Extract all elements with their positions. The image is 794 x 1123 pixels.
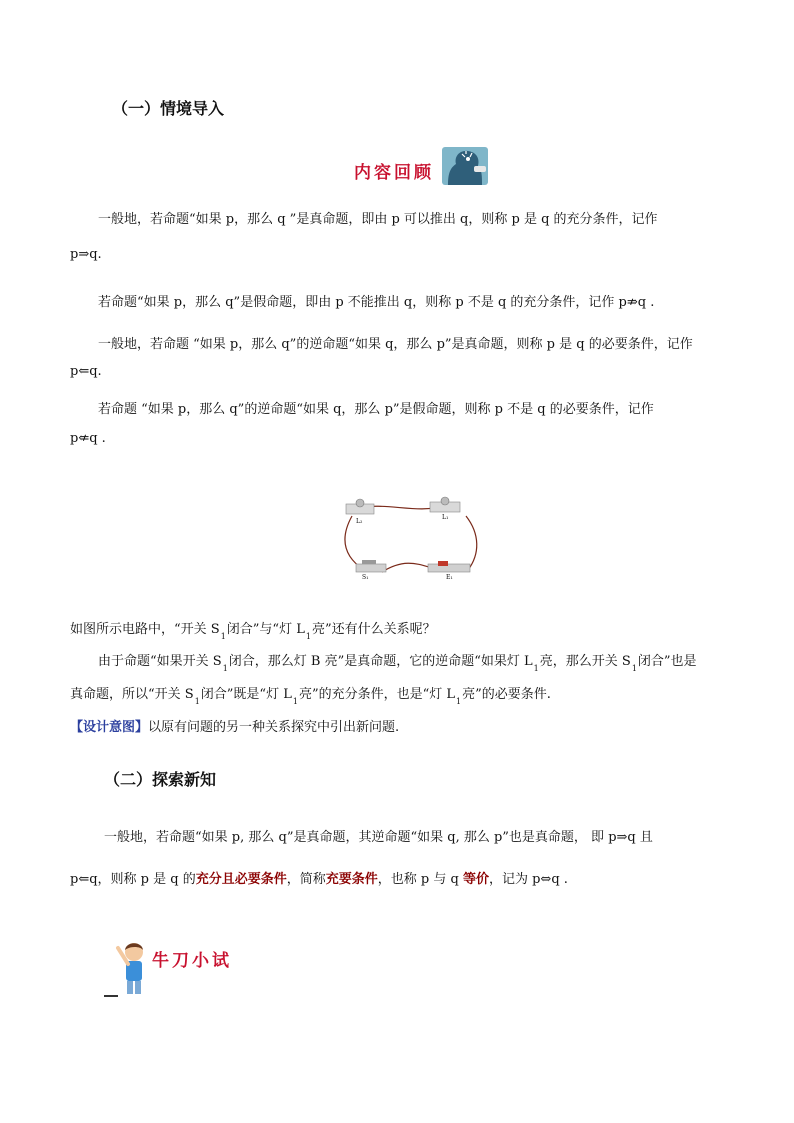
circuit-diagram <box>334 494 484 584</box>
head-thinking-icon <box>438 146 492 186</box>
circuit-answer-line1: 由于命题“如果开关 $S_1$闭合，那么灯 B 亮”是真命题，它的逆命题“如果灯 $L_1$亮，那么开关 $S_1$闭合”也是 <box>98 654 697 673</box>
term-iff: 充要条件 <box>325 872 378 887</box>
section-heading-explore: （二）探索新知 <box>104 770 217 789</box>
term-necessary-sufficient: 充分且必要条件 <box>195 872 287 887</box>
review-badge-text: 内容回顾 <box>354 163 434 183</box>
paragraph-not-necessary-line2: p⇍q . <box>70 431 106 446</box>
term-equivalent: 等价 <box>462 872 489 887</box>
lamp-l1-label: L₁ <box>442 514 449 521</box>
paragraph-necessary-line1: 一般地，若命题 “如果 p，那么 q”的逆命题“如果 q，那么 p”是真命题，则称 p 是 q 的必要条件，记作 <box>98 337 693 352</box>
paragraph-not-sufficient: 若命题“如果 p，那么 q”是假命题，即由 p 不能推出 q，则称 p 不是 q 的充分条件，记作 p⇏q . <box>98 295 655 310</box>
design-intent-tag: 【设计意图】 <box>70 720 149 735</box>
section-heading-intro: （一）情境导入 <box>112 99 225 118</box>
paragraph-necessary-line2: p⇐q. <box>70 364 102 379</box>
paragraph-not-necessary-line1: 若命题 “如果 p，那么 q”的逆命题“如果 q，那么 p”是假命题，则称 p 不是 q 的必要条件，记作 <box>98 402 654 417</box>
kid-raising-hand-icon <box>104 938 152 1000</box>
circuit-image <box>334 494 484 584</box>
switch-s1-label: S₁ <box>362 574 369 581</box>
practice-badge-text: 牛刀小试 <box>152 951 232 971</box>
paragraph-sufficient-line2: p⇒q. <box>70 247 102 262</box>
review-badge <box>352 146 492 186</box>
design-intent <box>70 719 399 737</box>
definition-line2: p⇐q，则称 p 是 q 的充分且必要条件，简称充要条件，也称 p 与 q 等价，记为 p⇔q . <box>70 872 568 887</box>
definition-line1: 一般地，若命题“如果 p, 那么 q”是真命题，其逆命题“如果 q, 那么 p”也是真命题， 即 p⇒q 且 <box>104 830 653 845</box>
lamp-l2-label: L₂ <box>356 518 363 525</box>
practice-badge <box>104 938 254 1000</box>
circuit-question: 如图所示电路中，“开关 $S_1$闭合”与“灯 $L_1$亮”还有什么关系呢？ <box>70 622 436 641</box>
circuit-answer-line2: 真命题，所以“开关 $S_1$闭合”既是“灯 $L_1$亮”的充分条件，也是“灯 $L_1$亮”的必要条件. <box>70 687 551 706</box>
battery-label: E₁ <box>446 574 453 581</box>
design-intent-text: 以原有问题的另一种关系探究中引出新问题. <box>148 720 400 735</box>
paragraph-sufficient-line1: 一般地，若命题“如果 p，那么 q ”是真命题，即由 p 可以推出 q，则称 p 是 q 的充分条件，记作 <box>98 212 658 227</box>
